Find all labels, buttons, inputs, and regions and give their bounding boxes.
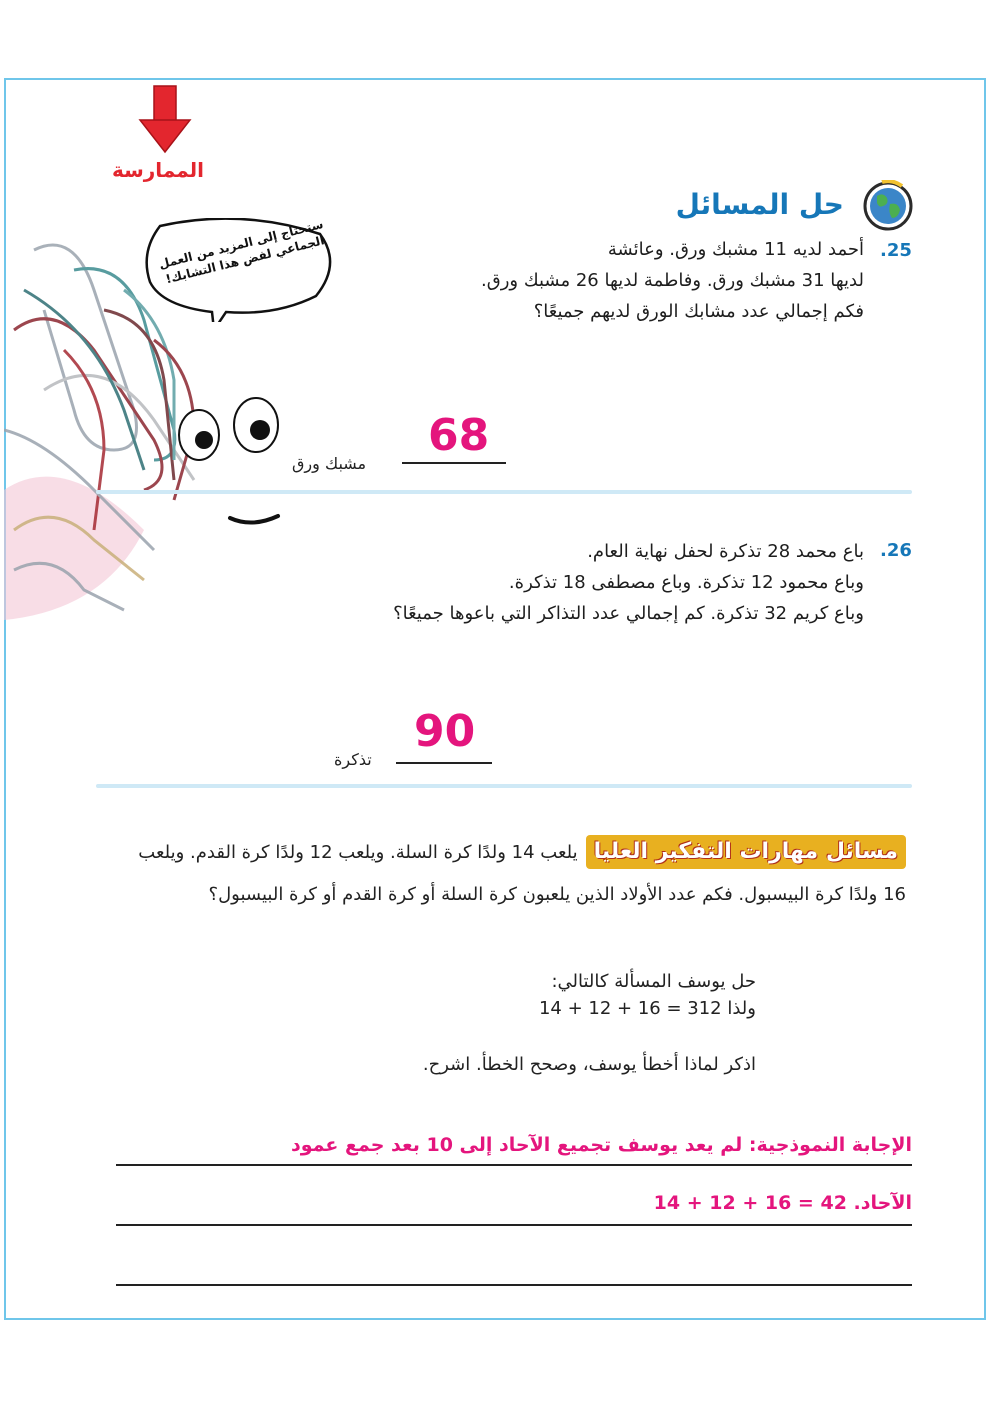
section-divider-2 (96, 784, 912, 788)
hots-solve-intro: حل يوسف المسألة كالتالي: (551, 971, 756, 992)
writing-line-3 (116, 1284, 912, 1286)
problem-26-text (224, 536, 864, 629)
problem-25-line-1: أحمد لديه 11 مشبك ورق. وعائشة (607, 239, 864, 260)
problem-25-text (344, 234, 864, 327)
problem-26-line-3: وباع كريم 32 تذكرة. كم إجمالي عدد التذاكر التي باعوها جميعًا؟ (393, 603, 864, 624)
problem-26-line-1: باع محمد 28 تذكرة لحفل نهاية العام. (587, 541, 864, 562)
hots-title: مسائل مهارات التفكير العليا (586, 835, 906, 869)
problem-25-number: .25 (880, 240, 912, 261)
problem-25-answer-line (402, 462, 506, 464)
problem-25-unit: مشبك ورق (292, 454, 367, 473)
model-answer-line-1: الإجابة النموذجية: لم يعد يوسف تجميع الآحاد إلى 10 بعد جمع عمود (291, 1134, 912, 1156)
arrow-down-icon (138, 84, 192, 154)
practice-label: الممارسة (112, 158, 205, 182)
problem-26-answer: 90 (414, 706, 476, 757)
problem-26-line-2: وباع محمود 12 تذكرة. وباع مصطفى 18 تذكرة. (508, 572, 864, 593)
section-title: حل المسائل (675, 188, 844, 221)
problem-25-answer: 68 (428, 410, 490, 461)
hots-body: يلعب 14 ولدًا كرة السلة. ويلعب 12 ولدًا كرة القدم. ويلعب 16 ولدًا كرة البيسبول. فكم عدد الأولاد الذين يلعبون كرة السلة أو كرة القدم أو كرة البيسبول؟ (138, 842, 906, 905)
writing-line-2 (116, 1224, 912, 1226)
model-answer-line-2: الآحاد. 42 = 16 + 12 + 14 (653, 1192, 912, 1214)
problem-26-unit: تذكرة (334, 750, 372, 769)
problem-26-answer-line (396, 762, 492, 764)
problem-26-number: .26 (880, 540, 912, 561)
problem-25-line-3: فكم إجمالي عدد مشابك الورق لديهم جميعًا؟ (533, 301, 864, 322)
section-divider-1 (96, 490, 912, 494)
speech-bubble-text: ستحتاج إلى المزيد من العمل الجماعي لفض هذا التشابك! (157, 217, 326, 287)
globe-icon (862, 180, 914, 232)
hots-equation: ولذا 312 = 16 + 12 + 14 (538, 998, 756, 1019)
problem-25-line-2: لديها 31 مشبك ورق. وفاطمة لديها 26 مشبك ورق. (481, 270, 864, 291)
hots-problem-text (126, 832, 906, 916)
hots-explain-prompt: اذكر لماذا أخطأ يوسف، وصحح الخطأ. اشرح. (422, 1054, 756, 1075)
writing-line-1 (116, 1164, 912, 1166)
